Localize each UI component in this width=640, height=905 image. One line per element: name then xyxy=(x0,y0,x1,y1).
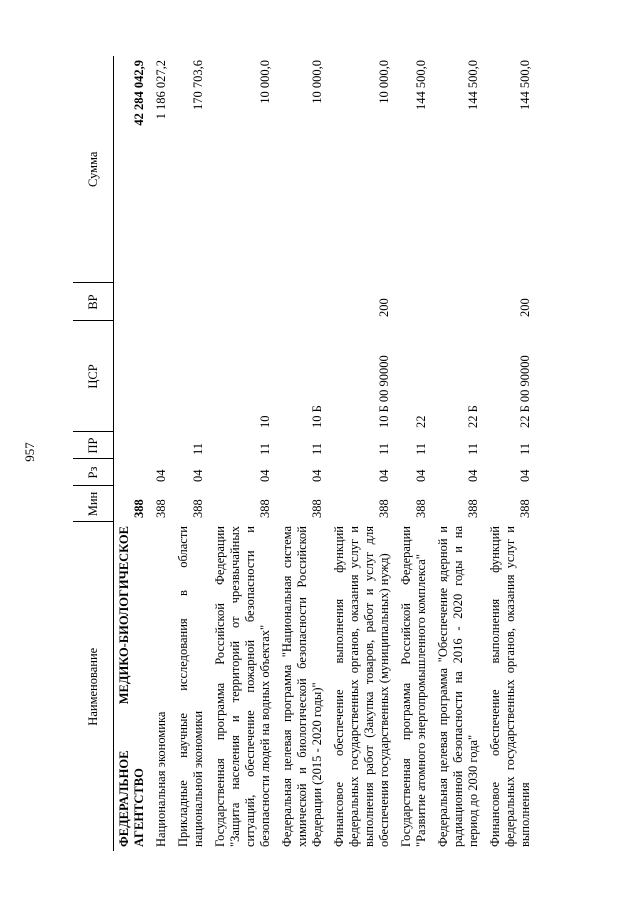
row-vr xyxy=(151,283,173,321)
row-vr xyxy=(173,283,210,321)
row-sum: 1 186 027,2 xyxy=(154,60,168,120)
row-csr xyxy=(151,321,173,432)
row-rz: 04 xyxy=(154,469,168,482)
table-row xyxy=(433,56,485,851)
row-min: 388 xyxy=(191,499,205,518)
row-csr: 10 xyxy=(258,415,272,428)
row-pr: 11 xyxy=(258,442,272,455)
rotated-page-content xyxy=(73,56,601,851)
row-rz: 04 xyxy=(466,469,480,482)
row-csr: 22 Б 00 90000 xyxy=(518,355,532,428)
table-row xyxy=(210,56,277,851)
row-csr: 10 Б xyxy=(310,405,324,428)
row-sum: 144 500,0 xyxy=(414,60,428,110)
row-vr xyxy=(114,283,152,321)
row-name: Прикладные научные исследования в области национальной экономики xyxy=(176,526,205,847)
budget-table xyxy=(73,56,537,851)
header-rz: Рз xyxy=(73,459,114,486)
row-name: Федеральная целевая программа "Национальная система химической и биологической безопасности Российской Федерации (2015 - 2020 годы)" xyxy=(280,526,324,847)
table-row xyxy=(329,56,396,851)
row-name: Государственная программа Российской Федерации "Защита населения и территорий от чрезвычайных ситуаций, обеспечение пожарной безопасности и безопасности людей на водных объектах" xyxy=(213,526,272,847)
row-pr: 11 xyxy=(377,442,391,455)
row-rz: 04 xyxy=(518,469,532,482)
row-name: Государственная программа Российской Федерации "Развитие атомного энергопромышленного комплекса" xyxy=(399,526,428,847)
row-rz: 04 xyxy=(310,469,324,482)
row-pr: 11 xyxy=(191,442,205,455)
row-sum: 144 500,0 xyxy=(466,60,480,110)
row-min: 388 xyxy=(466,499,480,518)
header-min: Мин xyxy=(73,486,114,522)
row-min: 388 xyxy=(518,499,532,518)
row-name: Федеральная целевая программа "Обеспечение ядерной и радиационной безопасности на 2016 - 2020 годы и на период до 2030 года" xyxy=(436,526,480,847)
row-pr xyxy=(114,432,152,459)
row-min: 388 xyxy=(310,499,324,518)
row-min: 388 xyxy=(154,499,168,518)
row-csr xyxy=(114,321,152,432)
row-pr: 11 xyxy=(310,442,324,455)
row-min: 388 xyxy=(132,499,146,518)
row-min: 388 xyxy=(414,499,428,518)
row-csr: 10 Б 00 90000 xyxy=(377,355,391,428)
header-sum: Сумма xyxy=(73,56,114,283)
row-vr: 200 xyxy=(377,298,391,317)
row-sum: 144 500,0 xyxy=(518,60,532,110)
row-sum: 10 000,0 xyxy=(258,60,272,104)
table-row xyxy=(277,56,329,851)
row-vr: 200 xyxy=(518,298,532,317)
table-row xyxy=(173,56,210,851)
header-name: Наименование xyxy=(73,522,114,851)
row-vr xyxy=(210,283,277,321)
row-min: 388 xyxy=(377,499,391,518)
table-row xyxy=(114,56,152,851)
table-header-row xyxy=(73,56,114,851)
header-vr: ВР xyxy=(73,283,114,321)
row-pr: 11 xyxy=(414,442,428,455)
row-pr xyxy=(151,432,173,459)
row-name: Национальная экономика xyxy=(154,711,168,847)
row-sum: 10 000,0 xyxy=(377,60,391,104)
row-sum: 10 000,0 xyxy=(310,60,324,104)
row-vr xyxy=(277,283,329,321)
row-name: Финансовое обеспечение выполнения функций федеральных государственных органов, оказания услуг и выполнения работ (Закупка товаров, работ и услуг для обеспечения государственных (муниципальных) нужд) xyxy=(332,526,391,847)
row-min: 388 xyxy=(258,499,272,518)
row-rz: 04 xyxy=(258,469,272,482)
table-row xyxy=(151,56,173,851)
page-number: 957 xyxy=(22,442,37,462)
row-rz xyxy=(114,459,152,486)
table-row xyxy=(485,56,537,851)
row-vr xyxy=(396,283,433,321)
row-vr xyxy=(433,283,485,321)
row-sum: 42 284 042,9 xyxy=(132,60,146,126)
header-csr: ЦСР xyxy=(73,321,114,432)
row-sum: 170 703,6 xyxy=(191,60,205,110)
row-pr: 11 xyxy=(466,442,480,455)
header-pr: ПР xyxy=(73,432,114,459)
row-rz: 04 xyxy=(377,469,391,482)
row-name: Финансовое обеспечение выполнения функций федеральных государственных органов, оказания услуг и выполнения xyxy=(488,526,532,847)
row-name: ФЕДЕРАЛЬНОЕ МЕДИКО-БИОЛОГИЧЕСКОЕ АГЕНТСТВО xyxy=(117,526,146,847)
row-rz: 04 xyxy=(191,469,205,482)
row-csr: 22 Б xyxy=(466,405,480,428)
row-csr: 22 xyxy=(414,415,428,428)
row-csr xyxy=(173,321,210,432)
row-rz: 04 xyxy=(414,469,428,482)
table-row xyxy=(396,56,433,851)
row-pr: 11 xyxy=(518,442,532,455)
